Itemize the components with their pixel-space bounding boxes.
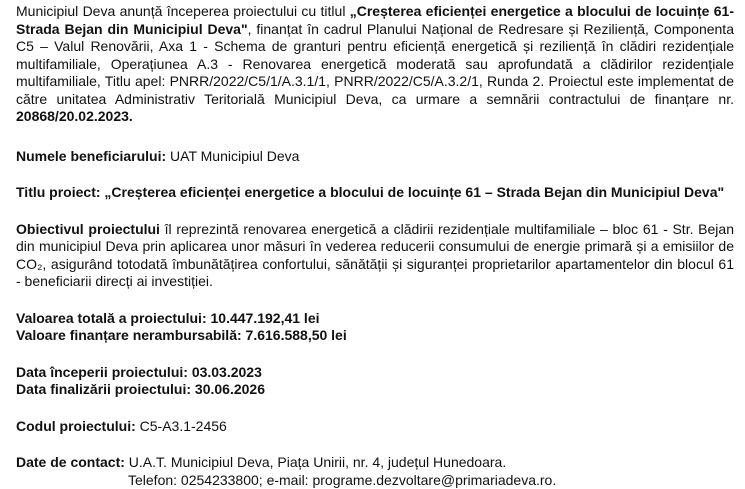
values-block bbox=[16, 310, 734, 345]
nonrefundable-value: Valoare finanțare nerambursabilă: 7.616.588,50 lei bbox=[16, 327, 347, 343]
code-label: Codul proiectului: bbox=[16, 417, 136, 434]
spacer bbox=[16, 202, 734, 221]
intro-text-body: , finanțat în cadrul Planului Național de Redresare și Reziliență, Componenta C5 – Valul Renovării, Axa 1 - Schema de granturi pentru eficiență energetică și reziliență în clădiri rezidențiale multifamiliale, Operațiunea A.3 - Renovarea energetică moderată sau aprofundată a clădirilor rezidențiale multifamiliale, Titlu apel: PNRR/2022/C5/1/A.3.1/1, PNRR/2022/C5/A.3.2/1, Runda 2. Proiectul este implementat de către unitatea Administrativ Teritorială Municipiul Deva, ca urmare a semnării contractului de finanțare nr. bbox=[16, 20, 734, 107]
contact-block bbox=[16, 454, 734, 489]
spacer bbox=[16, 435, 734, 454]
dates-block bbox=[16, 364, 734, 399]
spacer bbox=[16, 291, 734, 310]
code-line bbox=[16, 418, 734, 436]
spacer bbox=[16, 126, 734, 148]
end-date: Data finalizării proiectului: 30.06.2026 bbox=[16, 381, 265, 397]
code-value: C5-A3.1-2456 bbox=[135, 417, 227, 434]
objective-label: Obiectivul proiectului bbox=[16, 220, 160, 237]
intro-paragraph bbox=[16, 3, 734, 126]
project-title-value: „Creșterea eficienței energetice a blocului de locuințe 61 – Strada Bejan din Municipiul Deva" bbox=[100, 184, 725, 200]
contact-address: U.A.T. Municipiul Deva, Piața Unirii, nr. 4, județul Hunedoara. bbox=[124, 454, 507, 470]
objective-paragraph bbox=[16, 221, 734, 291]
intro-project-title: „Creșterea eficienței energetice a blocului de locuințe 61- Strada Bejan din Municipiul Deva" bbox=[16, 3, 734, 37]
contact-phone-email: Telefon: 0254233800; e-mail: programe.dezvoltare@primariadeva.ro. bbox=[128, 471, 557, 488]
intro-text-start: Municipiul Deva anunță începerea proiectului cu titlul bbox=[16, 3, 350, 19]
start-date: Data începerii proiectului: 03.03.2023 bbox=[16, 363, 262, 380]
total-value: Valoarea totală a proiectului: 10.447.192,41 lei bbox=[16, 309, 320, 326]
objective-text: îl reprezintă renovarea energetică a clădirii rezidențiale multifamiliale – bloc 61 - Str. Bejan din municipiul Deva prin aplicarea unor măsuri în vederea reducerii consumului de energie primară și a emisiilor de CO₂, asigurând totodată îmbunătățirea confortului, sănătății și siguranței proprietarilor apartamentelor din blocul 61 - beneficiarii direcți ai investiției. bbox=[16, 220, 734, 289]
beneficiary-value: UAT Municipiul Deva bbox=[166, 147, 300, 164]
contract-number: 20868/20.02.2023. bbox=[16, 108, 133, 124]
project-title-label: Titlu proiect: bbox=[16, 184, 101, 200]
announcement-document bbox=[16, 3, 734, 489]
beneficiary-label: Numele beneficiarului: bbox=[16, 147, 167, 164]
spacer bbox=[16, 345, 734, 364]
spacer bbox=[16, 165, 734, 184]
spacer bbox=[16, 399, 734, 418]
contact-label: Date de contact: bbox=[16, 454, 125, 470]
beneficiary-line bbox=[16, 148, 734, 166]
project-title-line bbox=[16, 184, 734, 202]
